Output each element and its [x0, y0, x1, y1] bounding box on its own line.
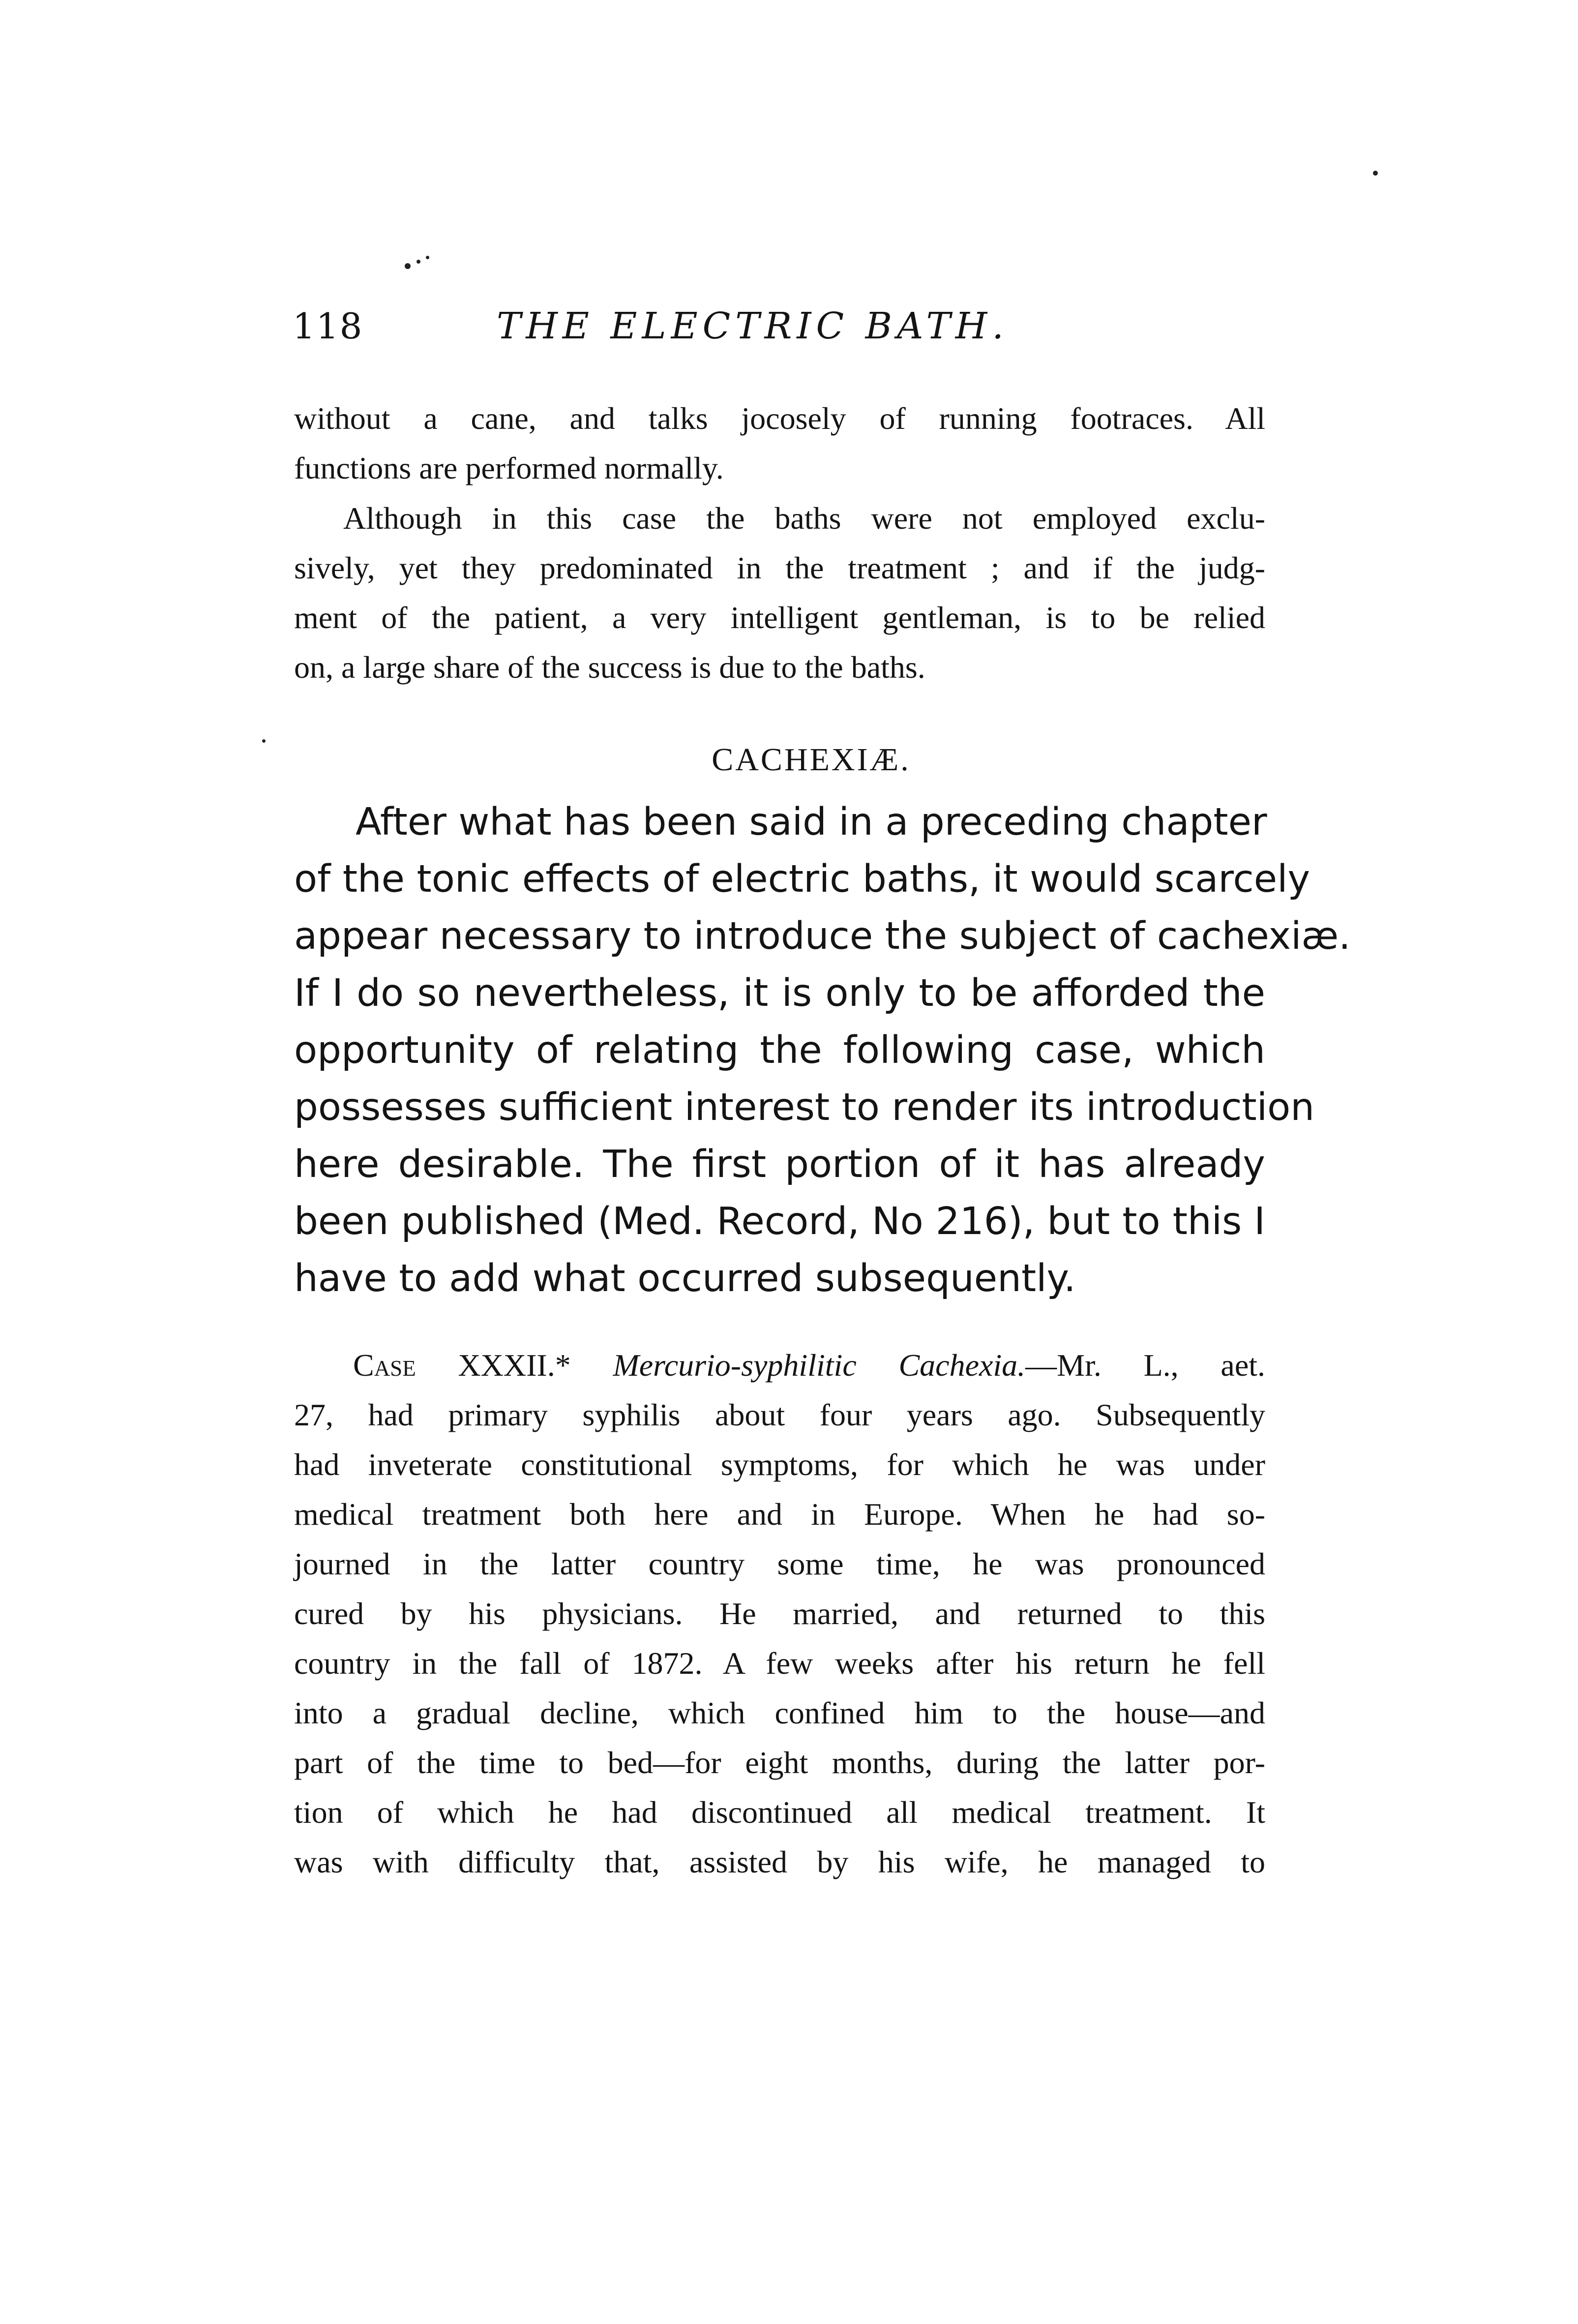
- text-line: If I do so nevertheless, it is only to be afforded the: [294, 971, 1265, 1015]
- page-number: 118: [293, 305, 363, 347]
- page-header: [290, 304, 1274, 353]
- text-line: appear necessary to introduce the subject of cachexiæ.: [294, 914, 1351, 958]
- text-line: tion of which he had discontinued all medical treatment. It: [294, 1795, 1265, 1830]
- paragraph-baths-summary: [294, 493, 1265, 692]
- print-speck: [426, 256, 429, 259]
- text-line: been published (Med. Record, No 216), but to this I: [294, 1200, 1265, 1243]
- case-label: Case XXXII.*: [353, 1348, 571, 1383]
- text-line: on, a large share of the success is due to the baths.: [294, 650, 925, 685]
- text-line: journed in the latter country some time, he was pronounced: [294, 1546, 1265, 1581]
- text-line: 27, had primary syphilis about four years ago. Subsequently: [294, 1397, 1265, 1432]
- case-heading-rest: —Mr. L., aet.: [1025, 1348, 1265, 1383]
- print-speck: [1373, 171, 1378, 176]
- text-line: possesses sufficient interest to render its introduction: [294, 1086, 1315, 1129]
- text-line: ment of the patient, a very intelligent gentleman, is to be relied: [294, 600, 1265, 635]
- text-line: Although in this case the baths were not employed exclu-: [343, 501, 1265, 536]
- paragraph-cachexiae-intro: [294, 794, 1351, 1307]
- text-line: cured by his physicians. He married, and returned to this: [294, 1596, 1265, 1631]
- text-line: medical treatment both here and in Europe. When he had so-: [294, 1497, 1265, 1532]
- text-line: country in the fall of 1872. A few weeks after his return he fell: [294, 1646, 1265, 1681]
- text-line: have to add what occurred subsequently.: [294, 1257, 1076, 1300]
- text-line: After what has been said in a preceding chapter: [356, 800, 1267, 844]
- text-line: here desirable. The first portion of it has already: [294, 1143, 1265, 1186]
- print-speck: [417, 260, 420, 264]
- text-line: into a gradual decline, which confined him to the house—and: [294, 1695, 1265, 1730]
- case-heading-line: [294, 1340, 1265, 1390]
- text-line: without a cane, and talks jocosely of running footraces. All: [294, 401, 1265, 436]
- text-line: was with difficulty that, assisted by his wife, he managed to: [294, 1844, 1265, 1879]
- case-report: [294, 1340, 1265, 1887]
- print-speck: [405, 263, 411, 269]
- text-line: of the tonic effects of electric baths, it would scarcely: [294, 857, 1310, 901]
- paragraph-continuation: [294, 393, 1265, 493]
- case-title: Mercurio-syphilitic Cachexia.: [613, 1348, 1026, 1383]
- text-line: functions are performed normally.: [294, 451, 724, 485]
- text-line: opportunity of relating the following case, which: [294, 1028, 1265, 1072]
- text-line: had inveterate constitutional symptoms, for which he was under: [294, 1447, 1265, 1482]
- text-line: part of the time to bed—for eight months, during the latter por-: [294, 1745, 1265, 1780]
- text-line: sively, yet they predominated in the treatment ; and if the judg-: [294, 550, 1265, 585]
- section-heading: CACHEXIÆ.: [712, 742, 911, 778]
- running-title: THE ELECTRIC BATH.: [497, 305, 1009, 347]
